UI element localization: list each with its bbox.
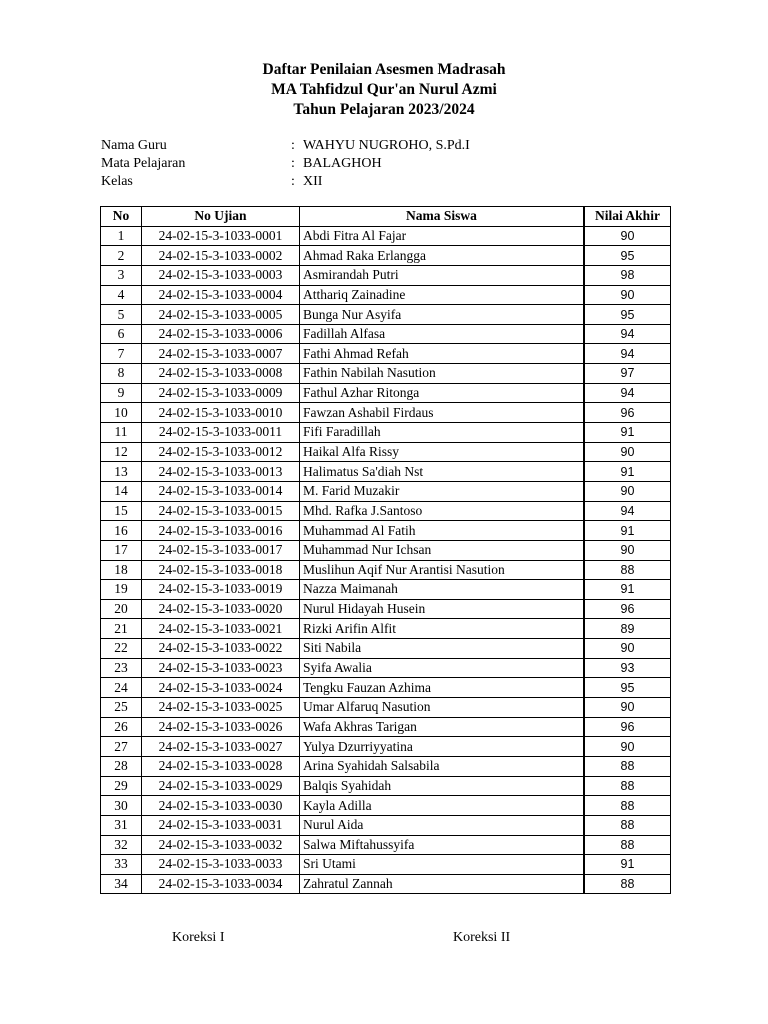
cell-no-ujian: 24-02-15-3-1033-0027 <box>142 737 300 757</box>
cell-no-ujian: 24-02-15-3-1033-0024 <box>142 678 300 698</box>
cell-no-ujian: 24-02-15-3-1033-0011 <box>142 423 300 443</box>
cell-no-ujian: 24-02-15-3-1033-0025 <box>142 698 300 718</box>
table-row <box>101 619 671 639</box>
cell-no: 25 <box>101 698 142 718</box>
cell-nilai-akhir: 90 <box>584 226 671 246</box>
table-row <box>101 796 671 816</box>
cell-no: 26 <box>101 717 142 737</box>
cell-nilai-akhir: 90 <box>584 540 671 560</box>
cell-no-ujian: 24-02-15-3-1033-0019 <box>142 580 300 600</box>
cell-nilai-akhir: 96 <box>584 599 671 619</box>
cell-nama-siswa: Kayla Adilla <box>300 796 585 816</box>
cell-nama-siswa: Fathi Ahmad Refah <box>300 344 585 364</box>
cell-nama-siswa: Halimatus Sa'diah Nst <box>300 462 585 482</box>
cell-nama-siswa: Yulya Dzurriyyatina <box>300 737 585 757</box>
cell-no-ujian: 24-02-15-3-1033-0021 <box>142 619 300 639</box>
table-row <box>101 560 671 580</box>
cell-no-ujian: 24-02-15-3-1033-0009 <box>142 383 300 403</box>
cell-nilai-akhir: 91 <box>584 462 671 482</box>
cell-nama-siswa: Balqis Syahidah <box>300 776 585 796</box>
cell-nama-siswa: Haikal Alfa Rissy <box>300 442 585 462</box>
cell-nama-siswa: Muhammad Nur Ichsan <box>300 540 585 560</box>
cell-nilai-akhir: 88 <box>584 835 671 855</box>
cell-nilai-akhir: 91 <box>584 580 671 600</box>
cell-no-ujian: 24-02-15-3-1033-0020 <box>142 599 300 619</box>
table-row <box>101 678 671 698</box>
cell-no: 32 <box>101 835 142 855</box>
cell-nama-siswa: Tengku Fauzan Azhima <box>300 678 585 698</box>
table-row <box>101 815 671 835</box>
cell-no-ujian: 24-02-15-3-1033-0002 <box>142 246 300 266</box>
cell-nama-siswa: Wafa Akhras Tarigan <box>300 717 585 737</box>
cell-no: 20 <box>101 599 142 619</box>
cell-no: 17 <box>101 540 142 560</box>
koreksi-1-label: Koreksi I <box>172 930 225 945</box>
cell-no: 10 <box>101 403 142 423</box>
cell-no: 21 <box>101 619 142 639</box>
mapel-colon: : <box>291 156 295 171</box>
cell-nilai-akhir: 89 <box>584 619 671 639</box>
cell-no: 8 <box>101 364 142 384</box>
kelas-value: XII <box>303 174 323 189</box>
cell-nilai-akhir: 96 <box>584 403 671 423</box>
cell-no-ujian: 24-02-15-3-1033-0023 <box>142 658 300 678</box>
cell-nilai-akhir: 88 <box>584 776 671 796</box>
table-row <box>101 599 671 619</box>
cell-nilai-akhir: 90 <box>584 285 671 305</box>
cell-nama-siswa: Salwa Miftahussyifa <box>300 835 585 855</box>
table-row <box>101 226 671 246</box>
cell-nilai-akhir: 94 <box>584 383 671 403</box>
cell-nama-siswa: Nazza Maimanah <box>300 580 585 600</box>
cell-no-ujian: 24-02-15-3-1033-0018 <box>142 560 300 580</box>
cell-no: 16 <box>101 521 142 541</box>
cell-no: 30 <box>101 796 142 816</box>
cell-nilai-akhir: 88 <box>584 874 671 894</box>
cell-no-ujian: 24-02-15-3-1033-0032 <box>142 835 300 855</box>
cell-nilai-akhir: 94 <box>584 324 671 344</box>
cell-no: 14 <box>101 481 142 501</box>
cell-nama-siswa: Mhd. Rafka J.Santoso <box>300 501 585 521</box>
koreksi-2-label: Koreksi II <box>453 930 511 945</box>
cell-nama-siswa: Fathul Azhar Ritonga <box>300 383 585 403</box>
cell-nama-siswa: Fawzan Ashabil Firdaus <box>300 403 585 423</box>
guru-value: WAHYU NUGROHO, S.Pd.I <box>303 138 470 153</box>
cell-nama-siswa: Nurul Aida <box>300 815 585 835</box>
cell-no-ujian: 24-02-15-3-1033-0008 <box>142 364 300 384</box>
doc-title-line2: MA Tahfidzul Qur'an Nurul Azmi <box>271 81 497 98</box>
cell-nilai-akhir: 94 <box>584 344 671 364</box>
cell-nama-siswa: Ahmad Raka Erlangga <box>300 246 585 266</box>
cell-nama-siswa: Abdi Fitra Al Fajar <box>300 226 585 246</box>
doc-title-line3: Tahun Pelajaran 2023/2024 <box>293 101 475 118</box>
cell-nama-siswa: Bunga Nur Asyifa <box>300 305 585 325</box>
table-row <box>101 658 671 678</box>
cell-nilai-akhir: 95 <box>584 678 671 698</box>
cell-no-ujian: 24-02-15-3-1033-0028 <box>142 756 300 776</box>
cell-no-ujian: 24-02-15-3-1033-0007 <box>142 344 300 364</box>
cell-nama-siswa: Zahratul Zannah <box>300 874 585 894</box>
cell-nama-siswa: Muslihun Aqif Nur Arantisi Nasution <box>300 560 585 580</box>
cell-no: 27 <box>101 737 142 757</box>
cell-no-ujian: 24-02-15-3-1033-0014 <box>142 481 300 501</box>
cell-no-ujian: 24-02-15-3-1033-0001 <box>142 226 300 246</box>
cell-nilai-akhir: 96 <box>584 717 671 737</box>
cell-no: 23 <box>101 658 142 678</box>
cell-nama-siswa: Nurul Hidayah Husein <box>300 599 585 619</box>
table-row <box>101 462 671 482</box>
table-row <box>101 776 671 796</box>
table-row <box>101 874 671 894</box>
cell-no-ujian: 24-02-15-3-1033-0010 <box>142 403 300 423</box>
cell-no-ujian: 24-02-15-3-1033-0006 <box>142 324 300 344</box>
cell-no: 15 <box>101 501 142 521</box>
grades-table <box>100 206 671 894</box>
cell-no: 9 <box>101 383 142 403</box>
cell-nama-siswa: Umar Alfaruq Nasution <box>300 698 585 718</box>
table-row <box>101 580 671 600</box>
cell-nama-siswa: Syifa Awalia <box>300 658 585 678</box>
cell-nama-siswa: Muhammad Al Fatih <box>300 521 585 541</box>
table-row <box>101 639 671 659</box>
cell-nama-siswa: Siti Nabila <box>300 639 585 659</box>
cell-nilai-akhir: 95 <box>584 305 671 325</box>
cell-nilai-akhir: 88 <box>584 756 671 776</box>
table-row <box>101 481 671 501</box>
cell-no: 33 <box>101 855 142 875</box>
cell-nilai-akhir: 90 <box>584 737 671 757</box>
cell-no: 11 <box>101 423 142 443</box>
cell-no-ujian: 24-02-15-3-1033-0005 <box>142 305 300 325</box>
cell-no-ujian: 24-02-15-3-1033-0034 <box>142 874 300 894</box>
cell-no: 24 <box>101 678 142 698</box>
cell-nilai-akhir: 90 <box>584 639 671 659</box>
doc-title-line1: Daftar Penilaian Asesmen Madrasah <box>262 61 506 78</box>
cell-nama-siswa: Fifi Faradillah <box>300 423 585 443</box>
table-row <box>101 403 671 423</box>
table-row <box>101 246 671 266</box>
cell-nama-siswa: Sri Utami <box>300 855 585 875</box>
table-header-row <box>101 207 671 227</box>
table-row <box>101 305 671 325</box>
cell-no-ujian: 24-02-15-3-1033-0030 <box>142 796 300 816</box>
cell-nama-siswa: Asmirandah Putri <box>300 265 585 285</box>
header-nama-siswa: Nama Siswa <box>300 207 585 227</box>
table-row <box>101 383 671 403</box>
cell-no: 19 <box>101 580 142 600</box>
cell-nilai-akhir: 91 <box>584 855 671 875</box>
cell-no-ujian: 24-02-15-3-1033-0004 <box>142 285 300 305</box>
cell-no-ujian: 24-02-15-3-1033-0012 <box>142 442 300 462</box>
cell-no: 34 <box>101 874 142 894</box>
cell-nilai-akhir: 88 <box>584 796 671 816</box>
cell-nilai-akhir: 90 <box>584 442 671 462</box>
table-row <box>101 717 671 737</box>
cell-nilai-akhir: 91 <box>584 423 671 443</box>
cell-nama-siswa: M. Farid Muzakir <box>300 481 585 501</box>
table-row <box>101 855 671 875</box>
cell-no-ujian: 24-02-15-3-1033-0033 <box>142 855 300 875</box>
cell-no-ujian: 24-02-15-3-1033-0017 <box>142 540 300 560</box>
cell-nilai-akhir: 94 <box>584 501 671 521</box>
cell-nilai-akhir: 90 <box>584 698 671 718</box>
cell-nilai-akhir: 98 <box>584 265 671 285</box>
cell-no: 22 <box>101 639 142 659</box>
cell-nilai-akhir: 88 <box>584 560 671 580</box>
guru-colon: : <box>291 138 295 153</box>
cell-no: 6 <box>101 324 142 344</box>
cell-no: 31 <box>101 815 142 835</box>
cell-no-ujian: 24-02-15-3-1033-0029 <box>142 776 300 796</box>
cell-no: 2 <box>101 246 142 266</box>
mapel-label: Mata Pelajaran <box>101 156 186 171</box>
cell-nama-siswa: Arina Syahidah Salsabila <box>300 756 585 776</box>
cell-nama-siswa: Rizki Arifin Alfit <box>300 619 585 639</box>
table-row <box>101 698 671 718</box>
header-nilai-akhir: Nilai Akhir <box>584 207 671 227</box>
table-row <box>101 521 671 541</box>
cell-no-ujian: 24-02-15-3-1033-0003 <box>142 265 300 285</box>
cell-nilai-akhir: 91 <box>584 521 671 541</box>
cell-no: 28 <box>101 756 142 776</box>
cell-nama-siswa: Fathin Nabilah Nasution <box>300 364 585 384</box>
cell-nama-siswa: Fadillah Alfasa <box>300 324 585 344</box>
kelas-label: Kelas <box>101 174 133 189</box>
cell-no-ujian: 24-02-15-3-1033-0016 <box>142 521 300 541</box>
cell-no: 7 <box>101 344 142 364</box>
cell-no: 3 <box>101 265 142 285</box>
cell-no: 13 <box>101 462 142 482</box>
table-row <box>101 835 671 855</box>
mapel-value: BALAGHOH <box>303 156 382 171</box>
cell-no: 29 <box>101 776 142 796</box>
kelas-colon: : <box>291 174 295 189</box>
cell-no: 5 <box>101 305 142 325</box>
cell-no-ujian: 24-02-15-3-1033-0026 <box>142 717 300 737</box>
cell-no-ujian: 24-02-15-3-1033-0031 <box>142 815 300 835</box>
cell-no: 18 <box>101 560 142 580</box>
header-no: No <box>101 207 142 227</box>
table-row <box>101 423 671 443</box>
cell-no-ujian: 24-02-15-3-1033-0013 <box>142 462 300 482</box>
cell-no-ujian: 24-02-15-3-1033-0015 <box>142 501 300 521</box>
table-row <box>101 756 671 776</box>
cell-nilai-akhir: 97 <box>584 364 671 384</box>
table-row <box>101 344 671 364</box>
table-row <box>101 364 671 384</box>
header-no-ujian: No Ujian <box>142 207 300 227</box>
cell-no: 12 <box>101 442 142 462</box>
cell-nilai-akhir: 95 <box>584 246 671 266</box>
table-row <box>101 285 671 305</box>
guru-label: Nama Guru <box>101 138 167 153</box>
cell-no: 4 <box>101 285 142 305</box>
cell-nilai-akhir: 88 <box>584 815 671 835</box>
cell-nilai-akhir: 93 <box>584 658 671 678</box>
cell-no-ujian: 24-02-15-3-1033-0022 <box>142 639 300 659</box>
cell-nama-siswa: Atthariq Zainadine <box>300 285 585 305</box>
cell-nilai-akhir: 90 <box>584 481 671 501</box>
table-row <box>101 737 671 757</box>
cell-no: 1 <box>101 226 142 246</box>
table-row <box>101 501 671 521</box>
table-row <box>101 324 671 344</box>
table-row <box>101 265 671 285</box>
table-row <box>101 442 671 462</box>
table-row <box>101 540 671 560</box>
